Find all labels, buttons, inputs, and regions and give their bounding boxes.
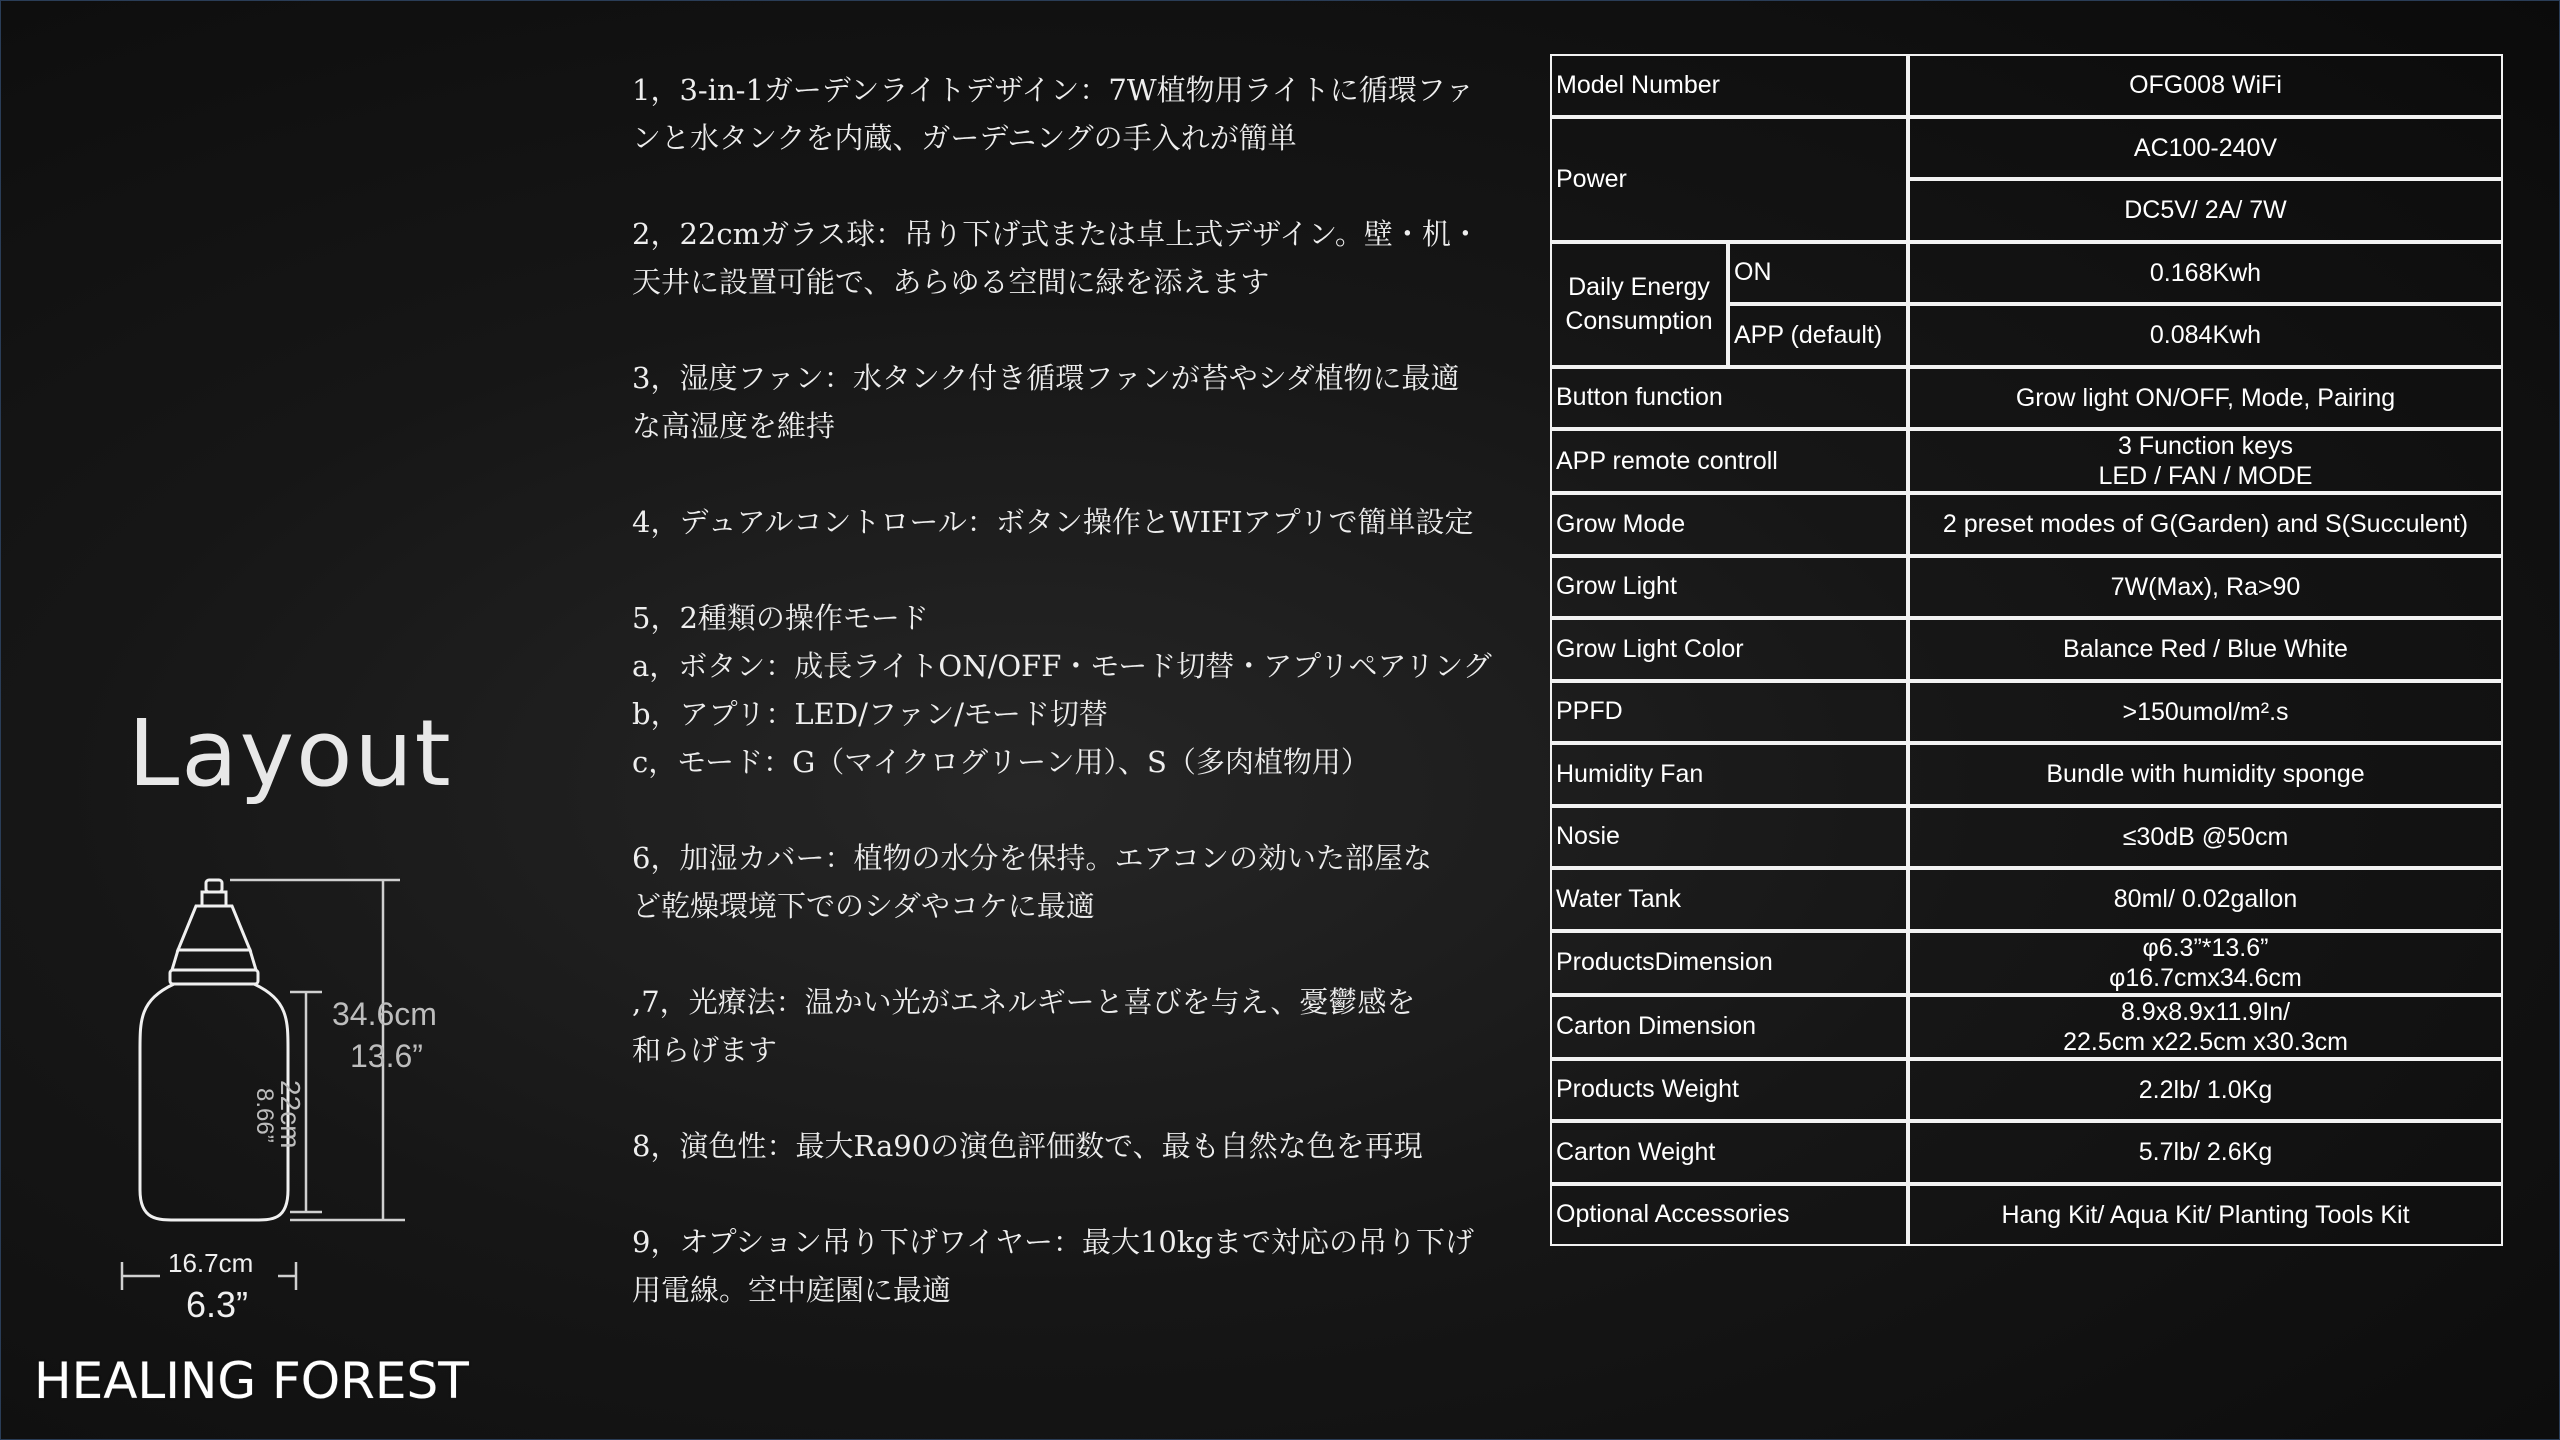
spec-label: Humidity Fan — [1550, 743, 1908, 806]
spec-value-line: 5.7lb/ 2.6Kg — [2138, 1138, 2273, 1167]
bulb-in-label: 8.66” — [251, 1088, 278, 1143]
spec-label: Daily Energy Consumption — [1550, 242, 1728, 367]
layout-title: Layout — [128, 700, 453, 807]
spec-label: Carton Dimension — [1550, 995, 1908, 1059]
spec-label: APP remote controll — [1550, 429, 1908, 493]
spec-value — [1908, 493, 2503, 556]
table-row — [1550, 681, 2503, 744]
spec-value — [1908, 367, 2503, 430]
spec-label: Grow Mode — [1550, 493, 1908, 556]
spec-label: PPFD — [1550, 681, 1908, 744]
spec-label: Grow Light Color — [1550, 618, 1908, 681]
feature-line: 1，3-in-1ガーデンライトデザイン：7W植物用ライトに循環ファ — [632, 73, 1475, 107]
product-diagram — [100, 870, 520, 1325]
spec-value: OFG008 WiFi — [1908, 54, 2503, 117]
spec-value — [1908, 743, 2503, 806]
spec-value-line: ≤30dB @50cm — [2122, 822, 2289, 851]
feature-item — [632, 978, 1532, 1074]
spec-sublabel: APP (default) — [1728, 304, 1908, 367]
feature-line: 9，オプション吊り下げワイヤー：最大10kgまで対応の吊り下げ — [632, 1225, 1475, 1259]
spec-label: Optional Accessories — [1550, 1184, 1908, 1247]
table-row — [1550, 493, 2503, 556]
spec-value-line: 2 preset modes of G(Garden) and S(Succulent) — [1942, 510, 2469, 539]
spec-value — [1908, 995, 2503, 1059]
spec-label: Model Number — [1550, 54, 1908, 117]
spec-value-line: Hang Kit/ Aqua Kit/ Planting Tools Kit — [2001, 1200, 2410, 1229]
feature-item — [632, 498, 1532, 546]
feature-item — [632, 354, 1532, 450]
spec-value-line: LED / FAN / MODE — [2098, 462, 2313, 490]
spec-value — [1908, 868, 2503, 931]
height-cm-label: 34.6cm — [332, 996, 437, 1032]
spec-value: AC100-240V — [1908, 117, 2503, 180]
spec-value: DC5V/ 2A/ 7W — [1908, 179, 2503, 242]
table-row — [1550, 806, 2503, 869]
feature-line: 2，22cmガラス球：吊り下げ式または卓上式デザイン。壁・机・ — [632, 217, 1480, 251]
height-in-label: 13.6” — [350, 1038, 423, 1074]
table-row — [1550, 868, 2503, 931]
table-row — [1550, 367, 2503, 430]
lamp-outline-drawing — [100, 870, 520, 1320]
spec-label: Grow Light — [1550, 556, 1908, 619]
feature-item — [632, 834, 1532, 930]
table-row — [1550, 1121, 2503, 1184]
width-cm-label: 16.7cm — [168, 1248, 254, 1278]
spec-table — [1550, 54, 2503, 1246]
spec-value — [1908, 1121, 2503, 1184]
table-row — [1550, 1059, 2503, 1122]
table-row — [1550, 618, 2503, 681]
spec-label: Products Weight — [1550, 1059, 1908, 1122]
feature-line: な高湿度を維持 — [632, 409, 836, 443]
spec-label: Water Tank — [1550, 868, 1908, 931]
spec-label: Button function — [1550, 367, 1908, 430]
table-row — [1550, 54, 2503, 117]
feature-line: ,7，光療法：温かい光がエネルギーと喜びを与え、憂鬱感を — [632, 985, 1416, 1019]
spec-value-line: >150umol/m².s — [2122, 697, 2289, 726]
feature-line: 8，演色性：最大Ra90の演色評価数で、最も自然な色を再現 — [632, 1129, 1423, 1163]
feature-line: 和らげます — [632, 1033, 778, 1067]
table-row — [1550, 931, 2503, 995]
feature-line: 6，加湿カバー：植物の水分を保持。エアコンの効いた部屋な — [632, 841, 1433, 875]
table-row — [1550, 556, 2503, 619]
spec-sublabel: ON — [1728, 242, 1908, 305]
table-row — [1550, 117, 2503, 180]
table-row — [1550, 743, 2503, 806]
table-row — [1550, 242, 2503, 305]
spec-value — [1908, 931, 2503, 995]
table-row — [1550, 995, 2503, 1059]
spec-label: Nosie — [1550, 806, 1908, 869]
spec-label: ProductsDimension — [1550, 931, 1908, 995]
feature-item — [632, 1218, 1532, 1314]
spec-value-line: Bundle with humidity sponge — [2046, 760, 2365, 789]
feature-item — [632, 210, 1532, 306]
spec-value-line: 7W(Max), Ra>90 — [2110, 572, 2301, 601]
feature-item — [632, 594, 1532, 786]
feature-line: ど乾燥環境下でのシダやコケに最適 — [632, 889, 1095, 923]
table-row — [1550, 1184, 2503, 1247]
spec-value — [1908, 806, 2503, 869]
spec-value — [1908, 1059, 2503, 1122]
spec-value — [1908, 556, 2503, 619]
spec-value — [1908, 429, 2503, 493]
spec-value-line: 2.2lb/ 1.0Kg — [2138, 1075, 2273, 1104]
spec-value — [1908, 1184, 2503, 1247]
spec-label: Power — [1550, 117, 1908, 242]
feature-line: 5，2種類の操作モード — [632, 601, 929, 635]
feature-list — [632, 66, 1532, 1362]
spec-value-line: 22.5cm x22.5cm x30.3cm — [2063, 1027, 2348, 1056]
spec-value-line: Grow light ON/OFF, Mode, Pairing — [2015, 383, 2396, 412]
spec-value-line: φ16.7cmx34.6cm — [2109, 963, 2302, 992]
feature-line: ンと水タンクを内蔵、ガーデニングの手入れが簡単 — [632, 121, 1297, 155]
feature-item — [632, 66, 1532, 162]
feature-line: 用電線。空中庭園に最適 — [632, 1273, 952, 1307]
brand-logo-text: HEALING FOREST — [34, 1352, 469, 1410]
feature-line: b，アプリ：LED/ファン/モード切替 — [632, 697, 1108, 731]
spec-value: 0.168Kwh — [1908, 242, 2503, 305]
spec-value-line: 3 Function keys — [2117, 432, 2294, 460]
spec-value-line: Balance Red / Blue White — [2063, 635, 2348, 664]
width-in-label: 6.3” — [186, 1284, 249, 1325]
spec-value — [1908, 681, 2503, 744]
table-row — [1550, 429, 2503, 493]
feature-line: 4，デュアルコントロール：ボタン操作とWIFIアプリで簡単設定 — [632, 505, 1474, 539]
feature-line: 3，湿度ファン：水タンク付き循環ファンが苔やシダ植物に最適 — [632, 361, 1460, 395]
bulb-cm-label: 22cm — [275, 1080, 306, 1149]
feature-line: 天井に設置可能で、あらゆる空間に緑を添えます — [632, 265, 1270, 299]
spec-value: 0.084Kwh — [1908, 304, 2503, 367]
feature-item — [632, 1122, 1532, 1170]
spec-value-line: 8.9x8.9x11.9In/ — [2120, 997, 2291, 1026]
feature-line: a，ボタン：成長ライトON/OFF・モード切替・アプリペアリング — [632, 649, 1492, 683]
spec-value-line: 80ml/ 0.02gallon — [2113, 885, 2298, 914]
feature-line: c，モード：G（マイクログリーン用）、S（多肉植物用） — [632, 745, 1370, 779]
spec-value-line: φ6.3”*13.6” — [2142, 933, 2269, 962]
spec-label: Carton Weight — [1550, 1121, 1908, 1184]
spec-value — [1908, 618, 2503, 681]
